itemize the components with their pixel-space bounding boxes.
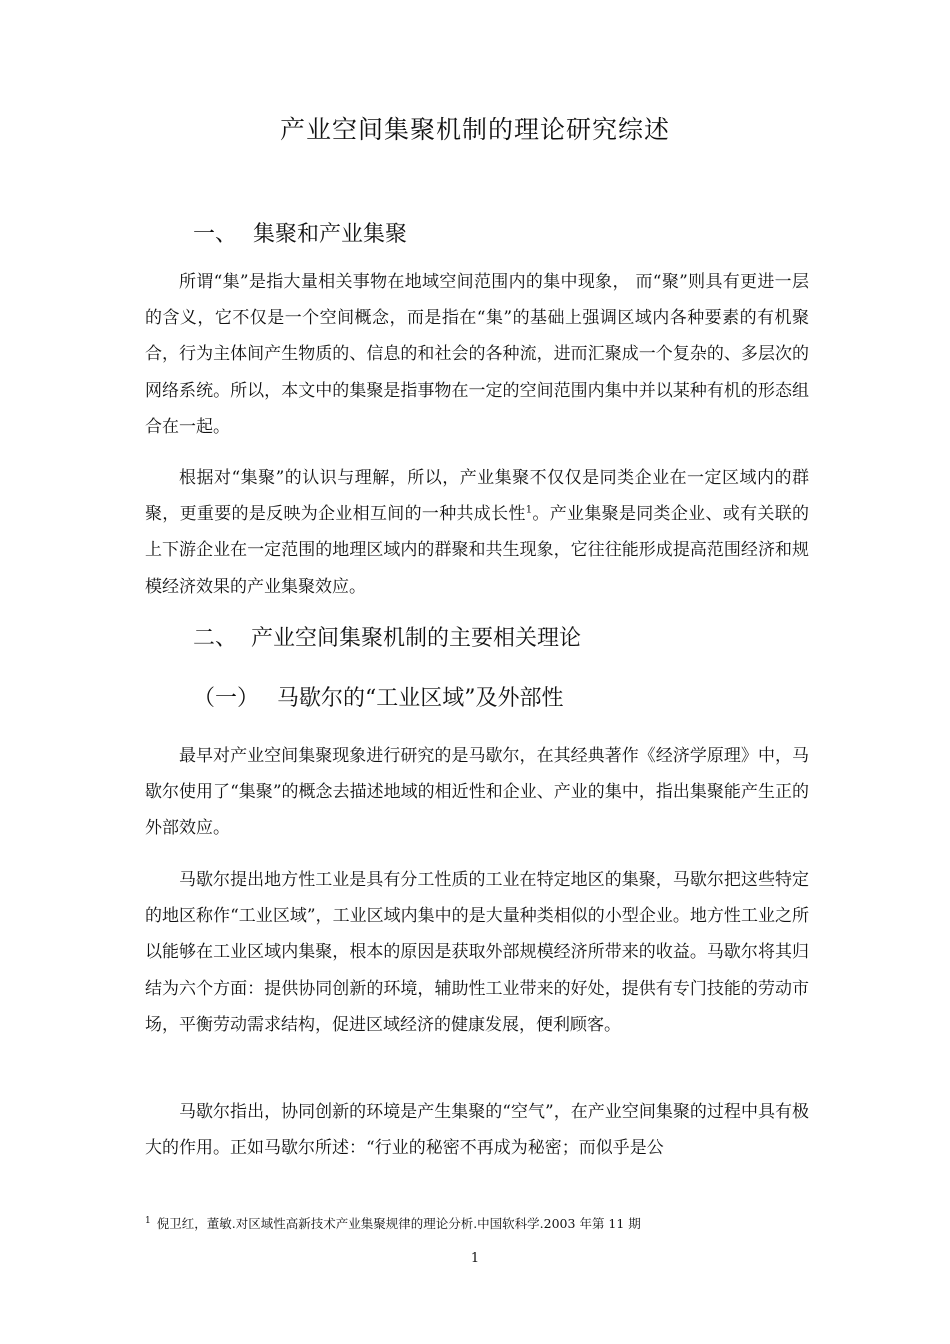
section-number: 一、 (193, 222, 238, 247)
footnote (145, 1212, 845, 1233)
subsection-heading (193, 684, 564, 714)
section-number: 二、 (193, 626, 238, 651)
document-title: 产业空间集聚机制的理论研究综述 (279, 115, 670, 144)
subsection-number: （一） (193, 686, 260, 711)
paragraph-with-footnote (145, 460, 809, 605)
section-title: 集聚和产业集聚 (253, 222, 408, 247)
subsection-title: 马歇尔的“工业区域”及外部性 (277, 686, 564, 711)
footnote-reference: 1 (525, 504, 533, 516)
footnote-mark: 1 (145, 1216, 151, 1226)
paragraph: 所谓“集”是指大量相关事物在地域空间范围内的集中现象， 而“聚”则具有更进一层的含义，它不仅是一个空间概念，而是指在“集”的基础上强调区域内各种要素的有机聚合，行为主体间产生物质的、信息的和社会的各种流，进而汇聚成一个复杂的、多层次的网络系统。所以，本文中的集聚是指事物在一定的空间范围内集中并以某种有机的形态组合在一起。 (145, 272, 809, 437)
section-heading-2 (193, 624, 581, 654)
paragraph-text: 。产业集聚是同类企业、或有关联的上下游企业在一定范围的地理区域内的群聚和共生现象，它往往能形成提高范围经济和规模经济效果的产业集聚效应。 (145, 504, 810, 597)
paragraph: 最早对产业空间集聚现象进行研究的是马歇尔，在其经典著作《经济学原理》中，马歇尔使用了“集聚”的概念去描述地域的相近性和企业、产业的集中，指出集聚能产生正的外部效应。 (145, 746, 809, 839)
page-number: 1 (470, 1251, 480, 1266)
footnote-text: 倪卫红，董敏.对区域性高新技术产业集聚规律的理论分析.中国软科学.2003 年第 11 期 (156, 1216, 641, 1232)
section-heading-1 (193, 220, 407, 250)
paragraph: 马歇尔提出地方性工业是具有分工性质的工业在特定地区的集聚，马歇尔把这些特定的地区称作“工业区域”，工业区域内集中的是大量种类相似的小型企业。地方性工业之所以能够在工业区域内集聚，根本的原因是获取外部规模经济所带来的收益。马歇尔将其归结为六个方面：提供协同创新的环境，辅助性工业带来的好处，提供有专门技能的劳动市场，平衡劳动需求结构，促进区域经济的健康发展，便利顾客。 (145, 870, 809, 1035)
paragraph-text: 根据对“集聚”的认识与理解，所以，产业集聚不仅仅是同类企业在一定区域内的群聚，更重要的是反映为企业相互间的一种共成长性 (145, 468, 809, 525)
paragraph: 马歇尔指出，协同创新的环境是产生集聚的“空气”，在产业空间集聚的过程中具有极大的作用。正如马歇尔所述：“行业的秘密不再成为秘密；而似乎是公 (145, 1102, 809, 1159)
section-title: 产业空间集聚机制的主要相关理论 (251, 626, 582, 651)
